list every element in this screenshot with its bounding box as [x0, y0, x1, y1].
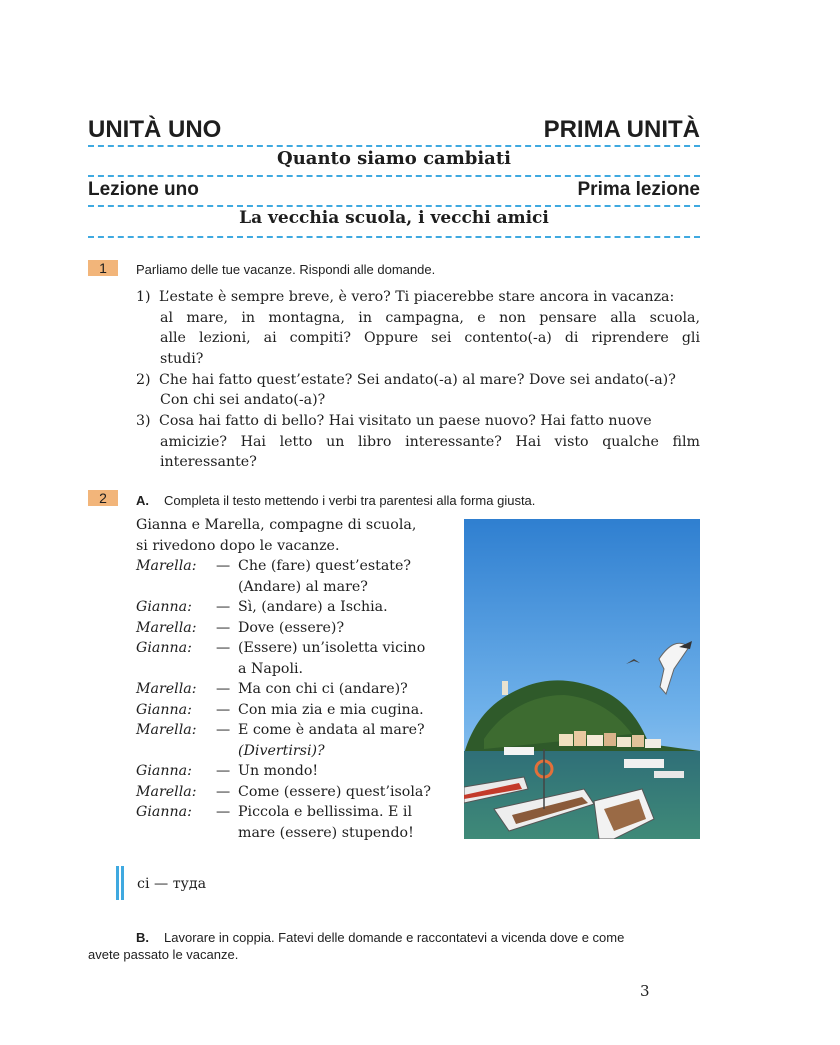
- divider: [88, 175, 700, 177]
- question-text: interessante?: [160, 454, 257, 470]
- question-item: [136, 370, 700, 391]
- dialogue-dash: —: [216, 620, 231, 636]
- dialogue-text: Che (fare) quest’estate?: [238, 558, 412, 574]
- dialogue-text: E come è andata al mare?: [238, 722, 425, 738]
- dialogue-dash: —: [216, 784, 231, 800]
- unit-title-right: PRIMA UNITÀ: [543, 116, 700, 143]
- question-text: alle lezioni, ai compiti? Oppure sei contento(-a) di riprendere gli: [160, 330, 700, 346]
- speaker-name: Marella:: [136, 620, 197, 636]
- divider: [88, 145, 700, 147]
- question-number: 2): [136, 372, 151, 388]
- divider: [88, 236, 700, 238]
- dialogue-text: Piccola e bellissima. E il: [238, 804, 412, 820]
- part-label: A.: [136, 493, 149, 508]
- dialogue-dash: —: [216, 640, 231, 656]
- dialogue-text: Con mia zia e mia cugina.: [238, 702, 424, 718]
- question-number: 3): [136, 413, 151, 429]
- unit-title-left: UNITÀ UNO: [88, 116, 222, 143]
- exercise-instruction: Completa il testo mettendo i verbi tra parentesi alla forma giusta.: [164, 493, 536, 508]
- note-bar: [121, 866, 124, 900]
- speaker-name: Marella:: [136, 722, 197, 738]
- page-number: 3: [640, 982, 650, 1000]
- dialogue-dash: —: [216, 599, 231, 615]
- speaker-name: Marella:: [136, 784, 197, 800]
- question-text: Con chi sei andato(-a)?: [160, 392, 326, 408]
- dialogue-text: (Andare) al mare?: [238, 579, 368, 595]
- dialogue-text: Dove (essere)?: [238, 620, 345, 636]
- dialogue-text: Ma con chi ci (andare)?: [238, 681, 408, 697]
- question-item: [136, 287, 700, 308]
- part-label: B.: [136, 930, 149, 945]
- dialogue-dash: —: [216, 702, 231, 718]
- divider: [88, 205, 700, 207]
- question-text: studi?: [160, 351, 204, 367]
- dialogue-text: a Napoli.: [238, 661, 304, 677]
- note-bar: [116, 866, 119, 900]
- dialogue-dash: —: [216, 763, 231, 779]
- question-number: 1): [136, 289, 151, 305]
- intro-text: Gianna e Marella, compagne di scuola,: [136, 517, 417, 533]
- ischia-photo: [464, 519, 700, 839]
- dialogue-dash: —: [216, 681, 231, 697]
- speaker-name: Gianna:: [136, 640, 192, 656]
- section-subtitle: Quanto siamo cambiati: [277, 148, 511, 169]
- lesson-title-right: Prima lezione: [577, 179, 700, 200]
- question-text: Che hai fatto quest’estate? Sei andato(-a) al mare? Dove sei andato(-a)?: [159, 372, 676, 388]
- question-text: Cosa hai fatto di bello? Hai visitato un paese nuovo? Hai fatto nuove: [159, 413, 652, 429]
- speaker-name: Gianna:: [136, 804, 192, 820]
- question-text: amicizie? Hai letto un libro interessante? Hai visto qualche film: [160, 434, 700, 450]
- speaker-name: Gianna:: [136, 702, 192, 718]
- question-text: L’estate è sempre breve, è vero? Ti piacerebbe stare ancora in vacanza:: [159, 289, 675, 305]
- speaker-name: Gianna:: [136, 599, 192, 615]
- question-text: al mare, in montagna, in campagna, e non pensare alla scuola,: [160, 310, 700, 326]
- lesson-name: La vecchia scuola, i vecchi amici: [239, 208, 549, 228]
- exercise-instruction: avete passato le vacanze.: [88, 947, 239, 962]
- vocab-note: ci — туда: [137, 876, 207, 892]
- dialogue-text: mare (essere) stupendo!: [238, 825, 414, 841]
- speaker-name: Gianna:: [136, 763, 192, 779]
- dialogue-text: Sì, (andare) a Ischia.: [238, 599, 388, 615]
- dialogue-text: (Essere) un’isoletta vicino: [238, 640, 426, 656]
- intro-text: si rivedono dopo le vacanze.: [136, 538, 340, 554]
- dialogue-dash: —: [216, 804, 231, 820]
- exercise-number-badge: 2: [88, 490, 118, 506]
- dialogue-dash: —: [216, 558, 231, 574]
- exercise-instruction: Lavorare in coppia. Fatevi delle domande e raccontatevi a vicenda dove e come: [164, 930, 625, 945]
- speaker-name: Marella:: [136, 558, 197, 574]
- dialogue-text: (Divertirsi)?: [238, 743, 325, 759]
- question-item: [136, 411, 700, 432]
- speaker-name: Marella:: [136, 681, 197, 697]
- dialogue-dash: —: [216, 722, 231, 738]
- exercise-number-badge: 1: [88, 260, 118, 276]
- lesson-title-left: Lezione uno: [88, 179, 199, 200]
- dialogue-text: Come (essere) quest’isola?: [238, 784, 431, 800]
- dialogue-text: Un mondo!: [238, 763, 319, 779]
- exercise-instruction: Parliamo delle tue vacanze. Rispondi alle domande.: [136, 262, 436, 277]
